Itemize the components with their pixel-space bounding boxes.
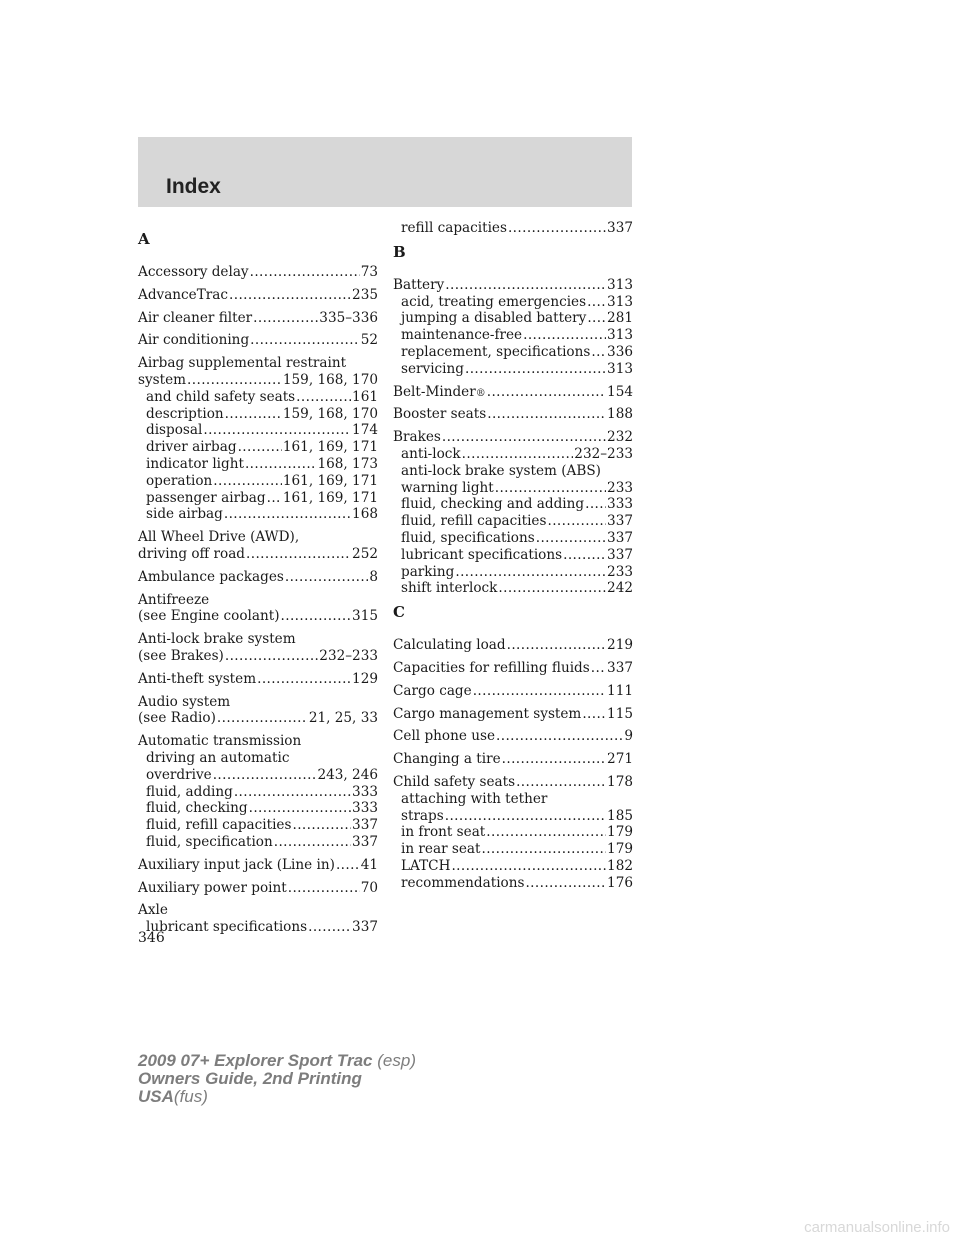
dot-leader [250, 264, 360, 281]
index-term-line [138, 857, 378, 874]
page-reference: 337 [607, 220, 633, 236]
index-term: passenger airbag [146, 489, 266, 506]
index-subentry [138, 422, 378, 439]
page-reference: 168 [352, 506, 378, 523]
index-subentry [393, 564, 633, 581]
section-letter: A [138, 230, 150, 248]
page-number: 346 [138, 930, 165, 946]
page-reference: 337 [352, 833, 378, 850]
index-term: Airbag supplemental restraint [138, 355, 347, 372]
dot-leader [234, 784, 351, 801]
index-entry [393, 384, 633, 401]
page-reference: 235 [352, 286, 378, 303]
dot-leader [308, 919, 351, 936]
page-reference: 73 [360, 264, 378, 280]
index-entry [393, 406, 633, 423]
page-reference: 179 [607, 841, 633, 858]
page-reference: 176 [607, 874, 633, 891]
index-subentry [138, 750, 378, 767]
footer-market-code: (fus) [173, 1087, 208, 1106]
index-term: Cargo cage [393, 682, 472, 699]
index-entry [393, 728, 633, 745]
page-reference: 219 [607, 637, 633, 654]
index-term: Cargo management system [393, 705, 582, 722]
index-entry [138, 631, 378, 665]
index-subentry [138, 406, 378, 423]
index-entry [138, 529, 378, 563]
index-term: fluid, refill capacities [401, 513, 547, 530]
index-subentry [393, 310, 633, 327]
index-term-line [138, 372, 378, 389]
index-term: overdrive [146, 766, 212, 783]
index-subentry [393, 463, 633, 480]
index-term: lubricant specifications [401, 546, 563, 563]
dot-leader [508, 220, 606, 237]
index-term: fluid, specifications [401, 529, 535, 546]
page-reference: 188 [607, 406, 633, 423]
dot-leader [224, 506, 351, 523]
index-term-line [138, 310, 378, 327]
index-entry [138, 569, 378, 586]
page-reference: 313 [607, 276, 633, 293]
index-entry [393, 660, 633, 677]
index-entry [138, 287, 378, 304]
index-term-line [138, 608, 378, 625]
index-header-band [138, 137, 632, 207]
page-reference: 182 [607, 857, 633, 874]
index-entry [393, 683, 633, 700]
index-term: Automatic transmission [138, 733, 302, 750]
index-term-line [393, 637, 633, 654]
index-term: fluid, checking and adding [401, 496, 585, 513]
dot-leader [246, 546, 351, 563]
index-subentry [393, 580, 633, 597]
index-term: Axle [138, 902, 168, 919]
dot-leader [587, 310, 606, 327]
index-term-line: Belt-Minder ® ..... 154 [393, 384, 633, 401]
dot-leader [462, 446, 574, 463]
index-term: maintenance-free [401, 327, 523, 344]
index-term: Ambulance packages [138, 568, 284, 585]
index-term: Auxiliary power point [138, 879, 287, 896]
index-term-line [138, 733, 378, 750]
index-term: AdvanceTrac [138, 286, 228, 303]
dot-leader [487, 384, 606, 401]
index-subentry [138, 490, 378, 507]
index-term: Anti-lock brake system [138, 631, 296, 648]
index-term: Antifreeze [138, 591, 210, 608]
page-reference: 337 [607, 659, 633, 676]
index-subentry [393, 446, 633, 463]
index-term: (see Radio) [138, 710, 216, 727]
index-column-right [393, 220, 633, 898]
dot-leader [229, 287, 351, 304]
index-entry [393, 774, 633, 892]
dot-leader [257, 671, 351, 688]
index-term: (see Brakes) [138, 647, 224, 664]
page-reference: 8 [369, 568, 378, 585]
page-title: Index [166, 175, 221, 198]
index-term: side airbag [146, 506, 223, 523]
page-reference: 41 [360, 856, 378, 873]
section-letter: B [393, 242, 406, 261]
footer-guide: Owners Guide, 2nd Printing [138, 1069, 362, 1088]
page-reference: 21, 25, 33 [308, 710, 378, 727]
index-subentry [138, 817, 378, 834]
page-reference: 313 [607, 327, 633, 344]
index-term: Accessory delay [138, 264, 249, 280]
dot-leader [473, 683, 606, 700]
index-term: Booster seats [393, 406, 487, 423]
index-term: lubricant specifications [146, 919, 308, 936]
index-term-line [393, 774, 633, 791]
index-subentry [393, 858, 633, 875]
page-reference: 233 [607, 563, 633, 580]
page-reference: 233 [607, 479, 633, 496]
section-letter: C [393, 603, 405, 622]
index-term-line [138, 332, 378, 349]
page-reference: 168, 173 [317, 455, 378, 472]
footer-model: 2009 07+ Explorer Sport Trac [138, 1051, 373, 1070]
index-entry [138, 592, 378, 626]
page-reference: 333 [352, 783, 378, 800]
index-subentry [138, 456, 378, 473]
index-term: Auxiliary input jack (Line in) [138, 856, 335, 873]
index-entry [393, 751, 633, 768]
page-reference: 281 [607, 310, 633, 327]
index-subentry [393, 530, 633, 547]
index-term-line [393, 706, 633, 723]
index-entry [393, 637, 633, 654]
footer-market: USA [138, 1087, 174, 1106]
dot-leader [502, 751, 606, 768]
index-subentry [393, 824, 633, 841]
index-term: disposal [146, 422, 203, 439]
page-reference: 154 [607, 383, 633, 400]
dot-leader [547, 513, 606, 530]
page-reference: 313 [607, 293, 633, 310]
dot-leader [445, 277, 606, 294]
dot-leader [213, 473, 282, 490]
index-term: Air conditioning [138, 332, 250, 349]
index-term-line [138, 902, 378, 919]
page-reference: 129 [352, 670, 378, 687]
page-reference: 161, 169, 171 [282, 472, 378, 489]
index-subentry [393, 841, 633, 858]
dot-leader [563, 547, 606, 564]
index-term: Brakes [393, 429, 441, 446]
index-subentry [393, 361, 633, 378]
index-subentry [393, 344, 633, 361]
dot-leader [249, 800, 351, 817]
index-column-left [138, 226, 378, 942]
index-entry [138, 310, 378, 327]
index-term: indicator light [146, 455, 244, 472]
index-subentry [393, 791, 633, 808]
index-term: straps [401, 807, 444, 824]
page-reference: 243, 246 [317, 766, 378, 783]
page-reference: 337 [607, 529, 633, 546]
dot-leader [296, 389, 351, 406]
dot-leader [507, 637, 606, 654]
index-entry [138, 694, 378, 728]
dot-leader [225, 406, 282, 423]
dot-leader [591, 344, 606, 361]
dot-leader [225, 648, 318, 665]
index-term-line [138, 287, 378, 304]
dot-leader [217, 710, 308, 727]
index-term: anti-lock brake system (ABS) [401, 462, 601, 479]
index-term: fluid, checking [146, 800, 248, 817]
index-term: description [146, 405, 224, 422]
page-reference: 313 [607, 360, 633, 377]
page-reference: 185 [607, 807, 633, 824]
index-entry [138, 733, 378, 851]
index-term: operation [146, 472, 213, 489]
index-term: Changing a tire [393, 751, 501, 768]
index-subentry [393, 496, 633, 513]
index-term-line [393, 429, 633, 446]
index-entry [138, 332, 378, 349]
dot-leader [486, 824, 606, 841]
index-term: parking [401, 563, 455, 580]
page-reference: 337 [352, 919, 378, 936]
index-term: system [138, 371, 187, 388]
dot-leader [445, 808, 606, 825]
index-subentry [393, 547, 633, 564]
index-entry [393, 277, 633, 378]
index-subentry [138, 800, 378, 817]
index-entry [393, 429, 633, 597]
page-reference: 315 [352, 608, 378, 625]
index-term: and child safety seats [146, 388, 296, 405]
index-term: servicing [401, 360, 464, 377]
index-term-line [138, 694, 378, 711]
dot-leader [288, 880, 360, 897]
dot-leader [523, 327, 606, 344]
dot-leader [495, 480, 606, 497]
page-reference: 232–233 [574, 445, 633, 462]
index-entry [138, 902, 378, 936]
page-reference: 232–233 [319, 647, 378, 664]
dot-leader [591, 660, 606, 677]
page-reference: 252 [352, 545, 378, 562]
index-subentry [393, 294, 633, 311]
index-subentry [138, 767, 378, 784]
dot-leader [336, 857, 360, 874]
index-subentry [393, 875, 633, 892]
index-term-line [138, 710, 378, 727]
index-subentry [393, 513, 633, 530]
page-reference: 9 [624, 728, 633, 745]
dot-leader [451, 858, 606, 875]
index-entry [138, 264, 378, 281]
index-term: replacement, specifications [401, 343, 591, 360]
dot-leader [487, 406, 606, 423]
index-term: (see Engine coolant) [138, 608, 280, 625]
index-term-line [138, 631, 378, 648]
index-term-line [138, 355, 378, 372]
index-term-line [138, 546, 378, 563]
dot-leader [481, 841, 606, 858]
document-footer [138, 1052, 416, 1106]
dot-leader [585, 496, 606, 513]
index-term: Audio system [138, 693, 231, 710]
index-subentry [138, 506, 378, 523]
dot-leader [245, 456, 317, 473]
index-term: attaching with tether [401, 790, 548, 807]
page-reference: 70 [360, 879, 378, 896]
index-subentry [138, 473, 378, 490]
index-term: All Wheel Drive (AWD), [138, 529, 300, 546]
index-term-line [393, 751, 633, 768]
index-term-line [138, 529, 378, 546]
page-reference: 115 [607, 705, 633, 722]
page-reference: 159, 168, 170 [282, 405, 378, 422]
dot-leader [496, 728, 623, 745]
index-term-line [393, 660, 633, 677]
index-subentry [393, 220, 633, 237]
page-reference: 337 [607, 513, 633, 530]
footer-model-code: (esp) [377, 1051, 416, 1070]
dot-leader [442, 429, 606, 446]
page-reference: 242 [607, 580, 633, 597]
index-entry [138, 671, 378, 688]
page-reference: 336 [607, 343, 633, 360]
dot-leader [498, 580, 606, 597]
page-reference: 333 [352, 800, 378, 817]
index-term: LATCH [401, 857, 451, 874]
index-term: Calculating load [393, 637, 506, 654]
index-term: driver airbag [146, 439, 237, 456]
page-reference: 333 [607, 496, 633, 513]
page-reference: 174 [352, 422, 378, 439]
dot-leader [516, 774, 606, 791]
page-reference: 232 [607, 429, 633, 446]
index-term: Cell phone use [393, 728, 495, 745]
index-term: Belt-Minder [393, 383, 476, 400]
index-term: anti-lock [401, 445, 461, 462]
index-term-line [138, 648, 378, 665]
page-reference: 159, 168, 170 [282, 371, 378, 388]
index-term-line [138, 880, 378, 897]
page-reference: 161, 169, 171 [282, 439, 378, 456]
index-term: Child safety seats [393, 773, 516, 790]
index-term: fluid, refill capacities [146, 817, 292, 834]
index-subentry [393, 327, 633, 344]
index-term: Battery [393, 276, 445, 293]
index-subentry [138, 439, 378, 456]
index-term: driving off road [138, 545, 246, 562]
index-term-line [393, 277, 633, 294]
index-term-line [393, 406, 633, 423]
index-subentry [138, 919, 378, 936]
dot-leader [213, 767, 317, 784]
page-reference: 178 [607, 773, 633, 790]
dot-leader [203, 422, 351, 439]
index-term: Anti-theft system [138, 670, 257, 687]
page-reference: 52 [360, 332, 378, 349]
index-term: in front seat [401, 824, 486, 841]
index-term-line [138, 592, 378, 609]
dot-leader [285, 569, 369, 586]
dot-leader [582, 706, 606, 723]
index-term-line [138, 569, 378, 586]
page-reference: 161 [352, 388, 378, 405]
index-term: in rear seat [401, 841, 481, 858]
index-term: Air cleaner filter [138, 309, 253, 326]
index-term: warning light [401, 479, 494, 496]
index-entry [393, 220, 633, 237]
index-subentry [393, 480, 633, 497]
index-term: acid, treating emergencies [401, 293, 587, 310]
index-entry [393, 706, 633, 723]
dot-leader [253, 310, 318, 327]
page-reference: 337 [607, 546, 633, 563]
dot-leader [250, 332, 360, 349]
index-term: jumping a disabled battery [401, 310, 587, 327]
dot-leader [281, 608, 352, 625]
page-reference: 111 [607, 682, 633, 699]
index-term: shift interlock [401, 580, 498, 597]
dot-leader [536, 530, 606, 547]
index-term: refill capacities [401, 220, 507, 236]
index-entry [138, 355, 378, 523]
page-reference: 335–336 [319, 309, 378, 326]
dot-leader [274, 834, 351, 851]
index-term-line [393, 683, 633, 700]
dot-leader [267, 490, 282, 507]
index-term: Capacities for refilling fluids [393, 659, 590, 676]
dot-leader [455, 564, 606, 581]
index-entry [138, 857, 378, 874]
index-term-line [138, 671, 378, 688]
dot-leader [587, 294, 606, 311]
dot-leader [465, 361, 606, 378]
index-subentry [138, 389, 378, 406]
index-term: fluid, adding [146, 783, 233, 800]
page-reference: 271 [607, 751, 633, 768]
index-subentry [138, 784, 378, 801]
index-term-line [138, 264, 378, 281]
watermark: carmanualsonline.info [804, 1219, 950, 1236]
index-term: recommendations [401, 874, 525, 891]
index-entry [138, 880, 378, 897]
page-reference: 337 [352, 817, 378, 834]
index-term: driving an automatic [146, 749, 290, 766]
dot-leader [525, 875, 606, 892]
index-subentry [138, 834, 378, 851]
index-term-line [393, 728, 633, 745]
dot-leader [238, 439, 282, 456]
dot-leader [292, 817, 351, 834]
page-reference: 179 [607, 824, 633, 841]
dot-leader [187, 372, 282, 389]
page-reference: 161, 169, 171 [282, 489, 378, 506]
index-subentry [393, 808, 633, 825]
index-term: fluid, specification [146, 833, 273, 850]
